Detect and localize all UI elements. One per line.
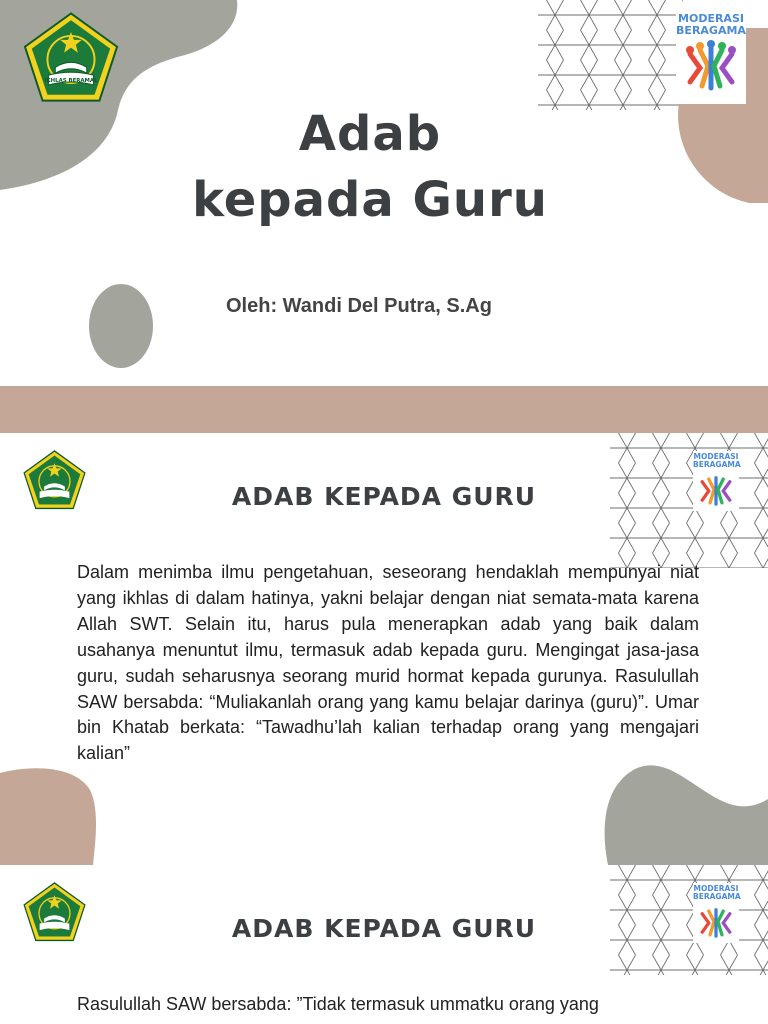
moderasi-label: MODERASI (693, 884, 739, 893)
people-circle-icon (676, 36, 746, 94)
title-slide (0, 0, 768, 386)
title-line-2: kepada Guru (192, 172, 548, 228)
beragama-label: BERAGAMA (693, 891, 741, 901)
svg-text:IKHLAS BERAMAL: IKHLAS BERAMAL (44, 78, 98, 84)
body-paragraph: Dalam menimba ilmu pengetahuan, seseorang hendaklah mempunyai niat yang ikhlas di dalam hatinya, yakni belajar dengan niat semata-mata karena Allah SWT. Selain itu, harus pula menerapkan adab yang baik dalam usahanya menuntut ilmu, termasuk adab kepada guru. Mengingat jasa-jasa guru, sudah seharusnya seorang murid hormat kepada gurunya. Rasulullah SAW bersabda: “Muliakanlah orang yang kamu belajar darinya (guru)”. Umar bin Khatab berkata: “Tawadhu’lah kalian terhadap orang yang mengajari kalian” (77, 562, 699, 764)
moderasi-label: MODERASI (693, 452, 739, 461)
moderasi-label: MODERASI (678, 12, 744, 25)
ministry-logo (22, 10, 120, 110)
beragama-label: BERAGAMA (693, 459, 741, 469)
content-slide (0, 433, 768, 865)
decor-gray-oval (89, 284, 153, 368)
content-slide-2 (0, 865, 768, 1024)
decor-gray-blob (600, 755, 768, 865)
title-line-1: Adab (298, 106, 442, 162)
author-byline: Oleh: Wandi Del Putra, S.Ag (226, 295, 492, 317)
section-heading: ADAB KEPADA GURU (231, 482, 537, 511)
decor-beige-blob (0, 765, 100, 865)
moderasi-beragama-logo (676, 10, 746, 104)
section-heading: ADAB KEPADA GURU (231, 914, 537, 943)
body-paragraph-partial: Rasulullah SAW bersabda: ”Tidak termasuk ummatku orang yang (77, 994, 599, 1014)
slide-divider (0, 386, 768, 433)
beragama-label: BERAGAMA (676, 23, 746, 37)
